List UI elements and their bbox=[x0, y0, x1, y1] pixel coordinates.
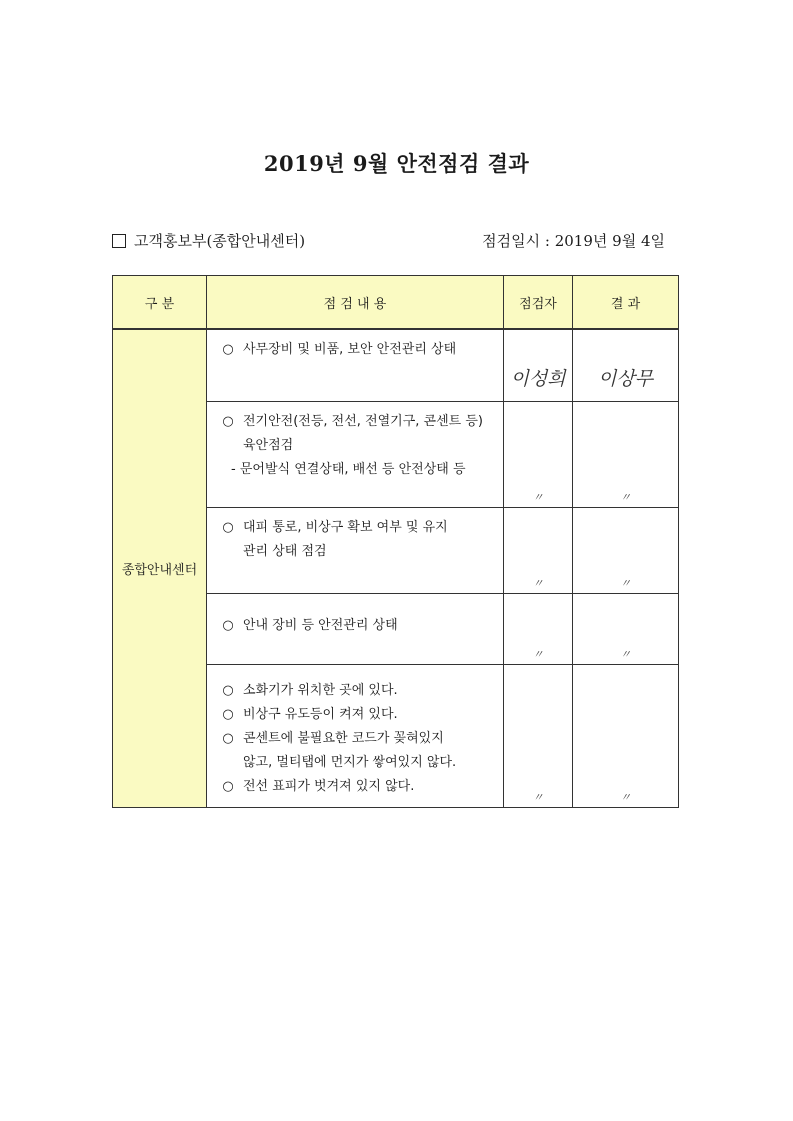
result-cell bbox=[573, 593, 679, 664]
inspector-ditto-mark: 〃 bbox=[532, 790, 544, 804]
check-content bbox=[207, 593, 504, 664]
check-content bbox=[207, 329, 504, 401]
inspector-cell bbox=[504, 329, 573, 401]
bullet-icon: ○ bbox=[222, 778, 234, 794]
check-text: 소화기가 위치한 곳에 있다. bbox=[243, 682, 398, 698]
result-ditto-mark: 〃 bbox=[620, 576, 631, 590]
check-item bbox=[221, 338, 493, 362]
bullet-icon: ○ bbox=[222, 413, 234, 429]
header-category: 구 분 bbox=[113, 276, 207, 330]
department bbox=[112, 230, 305, 251]
check-text: 관리 상태 점검 bbox=[243, 543, 327, 559]
check-item bbox=[221, 458, 493, 482]
bullet-icon: ○ bbox=[222, 342, 234, 357]
check-item bbox=[221, 410, 493, 434]
result-cell bbox=[573, 329, 679, 401]
check-item bbox=[221, 614, 493, 638]
check-item bbox=[221, 727, 493, 751]
check-text: 않고, 멀티탭에 먼지가 쌓여있지 않다. bbox=[243, 754, 457, 770]
bullet-icon: ○ bbox=[222, 617, 234, 633]
inspector-cell bbox=[504, 664, 573, 807]
check-item bbox=[221, 516, 493, 540]
check-item bbox=[221, 679, 493, 703]
check-text: 육안점검 bbox=[243, 437, 294, 453]
check-item bbox=[221, 703, 493, 727]
check-text: - 문어발식 연결상태, 배선 등 안전상태 등 bbox=[231, 461, 466, 477]
result-ditto-mark: 〃 bbox=[620, 490, 631, 504]
check-content bbox=[207, 507, 504, 593]
check-text: 대피 통로, 비상구 확보 여부 및 유지 bbox=[243, 519, 448, 535]
check-item bbox=[221, 540, 493, 564]
result-cell bbox=[573, 664, 679, 807]
inspector-cell bbox=[504, 401, 573, 507]
bullet-icon bbox=[221, 540, 235, 564]
checkbox-icon bbox=[112, 234, 126, 248]
header-content: 점 검 내 용 bbox=[207, 276, 504, 330]
result-cell bbox=[573, 401, 679, 507]
inspector-ditto-mark: 〃 bbox=[532, 576, 544, 590]
header-info bbox=[112, 230, 677, 254]
result-ditto-mark: 〃 bbox=[620, 647, 631, 661]
inspector-cell bbox=[504, 507, 573, 593]
bullet-icon bbox=[221, 751, 235, 775]
inspector-ditto-mark: 〃 bbox=[532, 647, 544, 661]
bullet-icon: ○ bbox=[222, 682, 234, 698]
department-label: 고객홍보부(종합안내센터) bbox=[134, 232, 306, 250]
header-result: 결 과 bbox=[573, 276, 679, 330]
bullet-icon bbox=[221, 434, 235, 458]
check-text: 전기안전(전등, 전선, 전열기구, 콘센트 등) bbox=[243, 413, 483, 429]
check-text: 안내 장비 등 안전관리 상태 bbox=[243, 617, 398, 633]
bullet-icon: ○ bbox=[222, 730, 234, 746]
result-cell bbox=[573, 507, 679, 593]
result-ditto-mark: 〃 bbox=[620, 790, 631, 804]
table-row bbox=[113, 329, 679, 401]
check-text: 전선 표피가 벗겨져 있지 않다. bbox=[243, 778, 415, 794]
inspector-cell bbox=[504, 593, 573, 664]
table-header-row bbox=[113, 276, 679, 330]
check-text: 비상구 유도등이 켜져 있다. bbox=[243, 706, 398, 722]
check-text: 콘센트에 불필요한 코드가 꽂혀있지 bbox=[243, 730, 444, 746]
inspection-table bbox=[112, 275, 679, 808]
header-inspector: 점검자 bbox=[504, 276, 573, 330]
document-title: 2019년 9월 안전점검 결과 bbox=[263, 151, 530, 176]
inspector-ditto-mark: 〃 bbox=[532, 490, 544, 504]
inspection-date: 점검일시 : 2019년 9월 4일 bbox=[482, 232, 665, 250]
check-item bbox=[221, 434, 493, 458]
check-text: 사무장비 및 비품, 보안 안전관리 상태 bbox=[243, 342, 457, 357]
check-content bbox=[207, 401, 504, 507]
bullet-icon: ○ bbox=[222, 519, 234, 535]
check-content bbox=[207, 664, 504, 807]
inspector-signature: 이성희 bbox=[510, 368, 566, 390]
check-item bbox=[221, 751, 493, 775]
bullet-icon: ○ bbox=[222, 706, 234, 722]
result-signature: 이상무 bbox=[597, 368, 654, 390]
category-cell: 종합안내센터 bbox=[113, 329, 207, 807]
check-item bbox=[221, 775, 493, 799]
